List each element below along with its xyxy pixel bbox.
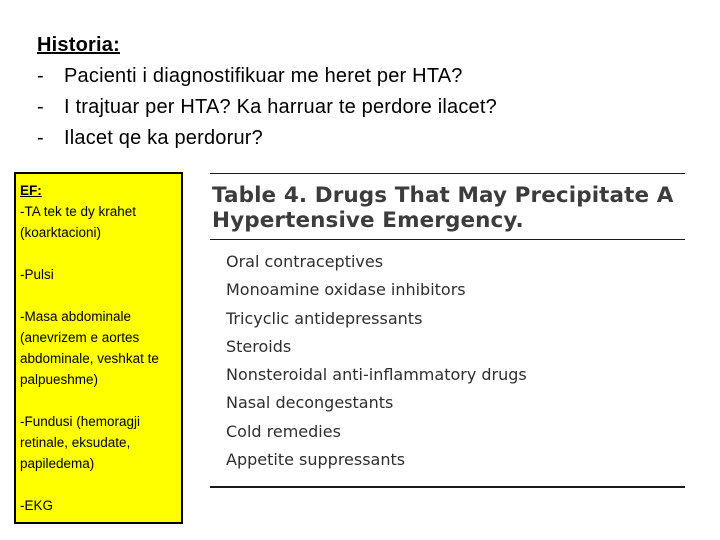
- ef-item: -Pulsi: [20, 267, 54, 282]
- history-item-dash: -: [37, 96, 44, 118]
- table-title: Table 4. Drugs That May Precipitate A Hypertensive Emergency.: [212, 183, 674, 233]
- history-item-text: Pacienti i diagnostifikuar me heret per HTA?: [64, 65, 463, 87]
- ef-item: -EKG: [20, 498, 54, 513]
- history-item: [37, 123, 697, 154]
- drug-item: Steroids: [226, 336, 292, 356]
- ef-title: EF:: [20, 183, 42, 198]
- drug-item: Monoamine oxidase inhibitors: [226, 280, 466, 300]
- history-item-dash: -: [37, 127, 44, 149]
- history-list: [37, 61, 697, 154]
- ef-spacer: [20, 474, 177, 495]
- history-item: [37, 61, 697, 92]
- drug-item: Oral contraceptives: [226, 252, 384, 271]
- ef-box: [14, 172, 183, 524]
- drug-table: [210, 173, 685, 488]
- table-bottom-rule: [210, 486, 685, 488]
- drug-item: Nonsteroidal anti-inflammatory drugs: [226, 365, 527, 385]
- history-item-text: I trajtuar per HTA? Ka harruar te perdore ilacet?: [64, 96, 497, 118]
- ef-item: -Fundusi (hemoragji retinale, eksudate, papiledema): [20, 414, 141, 471]
- ef-spacer: [20, 285, 177, 306]
- ef-item: -TA tek te dy krahet (koarktacioni): [20, 204, 137, 240]
- history-item: [37, 92, 697, 123]
- ef-spacer: [20, 243, 177, 264]
- drug-item: Tricyclic antidepressants: [226, 308, 423, 328]
- history-item-text: Ilacet qe ka perdorur?: [64, 127, 263, 149]
- drug-item: Nasal decongestants: [226, 393, 394, 413]
- drug-item: Cold remedies: [226, 421, 341, 441]
- ef-spacer: [20, 390, 177, 411]
- drug-item: Appetite suppressants: [226, 450, 406, 470]
- ef-item: -Masa abdominale (anevrizem e aortes abdominale, veshkat te palpueshme): [20, 309, 159, 387]
- history-title: Historia:: [37, 34, 120, 56]
- drug-list: [210, 240, 685, 486]
- history-section: [37, 30, 697, 154]
- history-item-dash: -: [37, 65, 44, 87]
